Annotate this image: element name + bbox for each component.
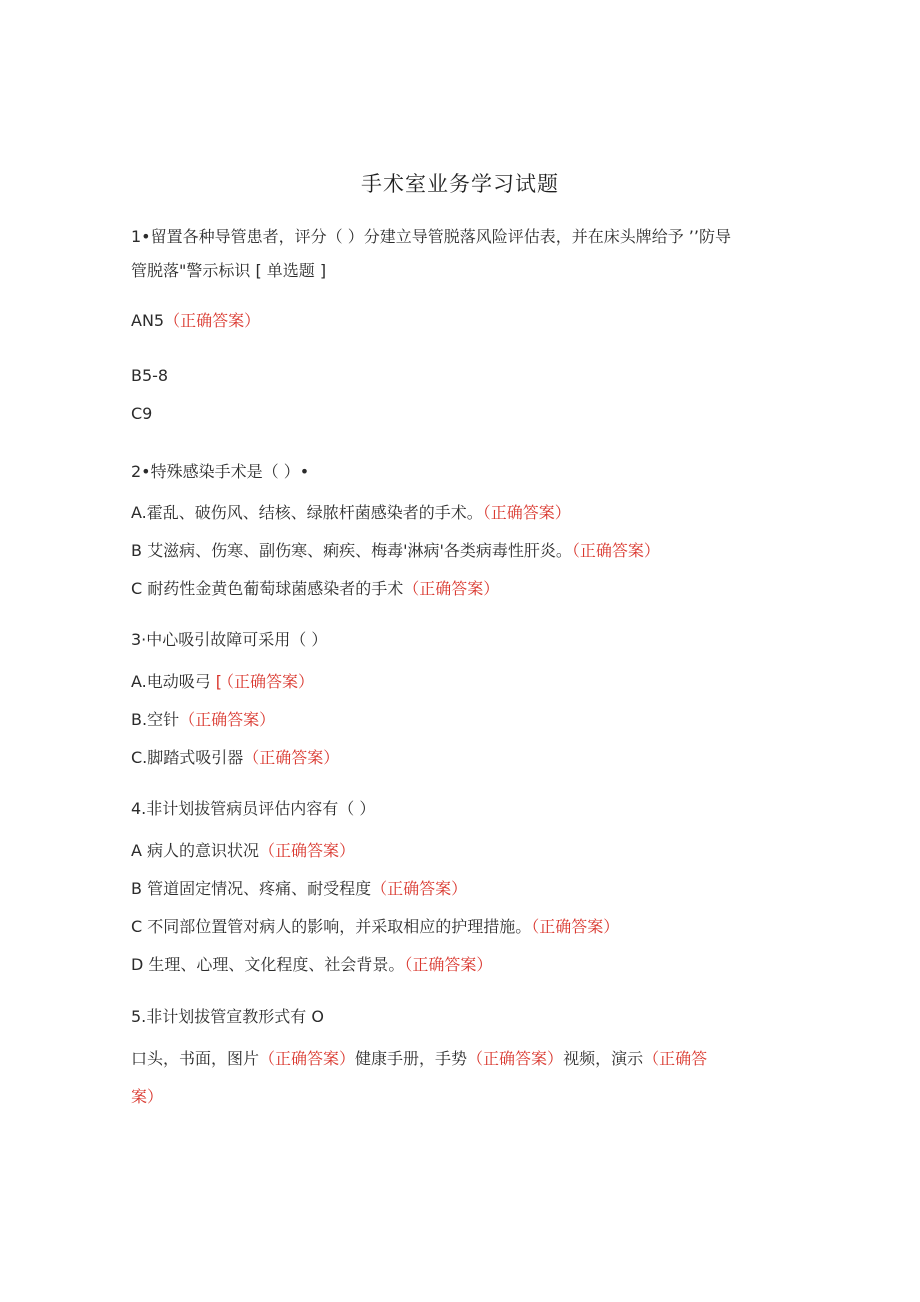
q2-option-c-text: C 耐药性金黄色葡萄球菌感染者的手术 bbox=[131, 579, 404, 598]
q3-option-a-bracket: [ bbox=[215, 672, 223, 691]
q5-option-2[interactable]: 健康手册，手势 bbox=[355, 1049, 468, 1068]
q2-option-c-correct-mark: （正确答案） bbox=[403, 579, 500, 598]
q5-option-3-correct-mark-part1: （正确答 bbox=[643, 1049, 708, 1068]
q2-option-b-text: B 艾滋病、伤寒、副伤寒、痢疾、梅毒'淋病'各类病毒性肝炎。 bbox=[131, 541, 572, 560]
q5-stem: 5.非计划拔管宣教形式有 O bbox=[131, 1007, 324, 1026]
q5-option-2-correct-mark: （正确答案） bbox=[467, 1049, 564, 1068]
q3-option-c[interactable] bbox=[131, 747, 339, 769]
q4-option-c[interactable] bbox=[131, 916, 619, 938]
q1-stem-line1: 1•留置各种导管患者，评分（ ）分建立导管脱落风险评估表，并在床头牌给予 ’’防导 bbox=[131, 227, 731, 246]
q1-stem-line2: 管脱落"警示标识 [ 单选题 ] bbox=[131, 261, 327, 280]
q4-option-b-correct-mark: （正确答案） bbox=[371, 879, 468, 898]
q2-stem: 2•特殊感染手术是（ ）• bbox=[131, 462, 310, 481]
q4-option-a[interactable] bbox=[131, 840, 355, 862]
q2-option-b-correct-mark: （正确答案） bbox=[571, 541, 660, 560]
q2-option-a-correct-mark: （正确答案） bbox=[482, 503, 571, 522]
q3-option-a[interactable] bbox=[131, 671, 314, 693]
q4-stem: 4.非计划拔管病员评估内容有（ ） bbox=[131, 799, 376, 818]
q4-option-b[interactable] bbox=[131, 878, 467, 900]
q5-option-3-correct-mark-part2: 案） bbox=[131, 1087, 164, 1106]
q5-option-1-correct-mark: （正确答案） bbox=[259, 1049, 356, 1068]
q4-option-a-correct-mark: （正确答案） bbox=[259, 841, 356, 860]
q3-option-b-correct-mark: （正确答案） bbox=[179, 710, 276, 729]
q4-option-d-correct-mark: （正确答案） bbox=[404, 955, 493, 974]
q1-option-b[interactable]: B5-8 bbox=[131, 366, 169, 385]
q3-option-a-correct-mark: （正确答案） bbox=[226, 672, 315, 691]
q1-option-a[interactable] bbox=[131, 310, 260, 332]
q3-stem: 3·中心吸引故障可采用（ ） bbox=[131, 630, 328, 649]
q5-option-3[interactable]: 视频，演示 bbox=[563, 1049, 644, 1068]
q2-option-b[interactable] bbox=[131, 540, 660, 562]
q4-option-d[interactable] bbox=[131, 954, 492, 976]
q4-option-d-text: D 生理、心理、文化程度、社会背景。 bbox=[131, 955, 405, 974]
page-title: 手术室业务学习试题 bbox=[361, 172, 559, 196]
q5-options-line1 bbox=[131, 1048, 707, 1070]
q3-option-c-text: C.脚踏式吸引器 bbox=[131, 748, 244, 767]
q3-option-c-correct-mark: （正确答案） bbox=[243, 748, 340, 767]
q2-option-a[interactable] bbox=[131, 502, 571, 524]
q2-option-a-text: A.霍乱、破伤风、结核、绿脓杆菌感染者的手术。 bbox=[131, 503, 483, 522]
q1-option-c[interactable]: C9 bbox=[131, 404, 153, 423]
q4-option-c-correct-mark: （正确答案） bbox=[531, 917, 620, 936]
q3-option-a-text: A.电动吸弓 bbox=[131, 672, 211, 691]
q1-option-a-text: AN5 bbox=[131, 311, 165, 330]
q2-option-c[interactable] bbox=[131, 578, 499, 600]
q3-option-b[interactable] bbox=[131, 709, 275, 731]
q4-option-b-text: B 管道固定情况、疼痛、耐受程度 bbox=[131, 879, 372, 898]
q1-option-a-correct-mark: （正确答案） bbox=[164, 311, 261, 330]
q3-option-b-text: B.空针 bbox=[131, 710, 180, 729]
q5-option-1[interactable]: 口头，书面，图片 bbox=[131, 1049, 260, 1068]
q4-option-a-text: A 病人的意识状况 bbox=[131, 841, 260, 860]
q4-option-c-text: C 不同部位置管对病人的影响，并采取相应的护理措施。 bbox=[131, 917, 532, 936]
